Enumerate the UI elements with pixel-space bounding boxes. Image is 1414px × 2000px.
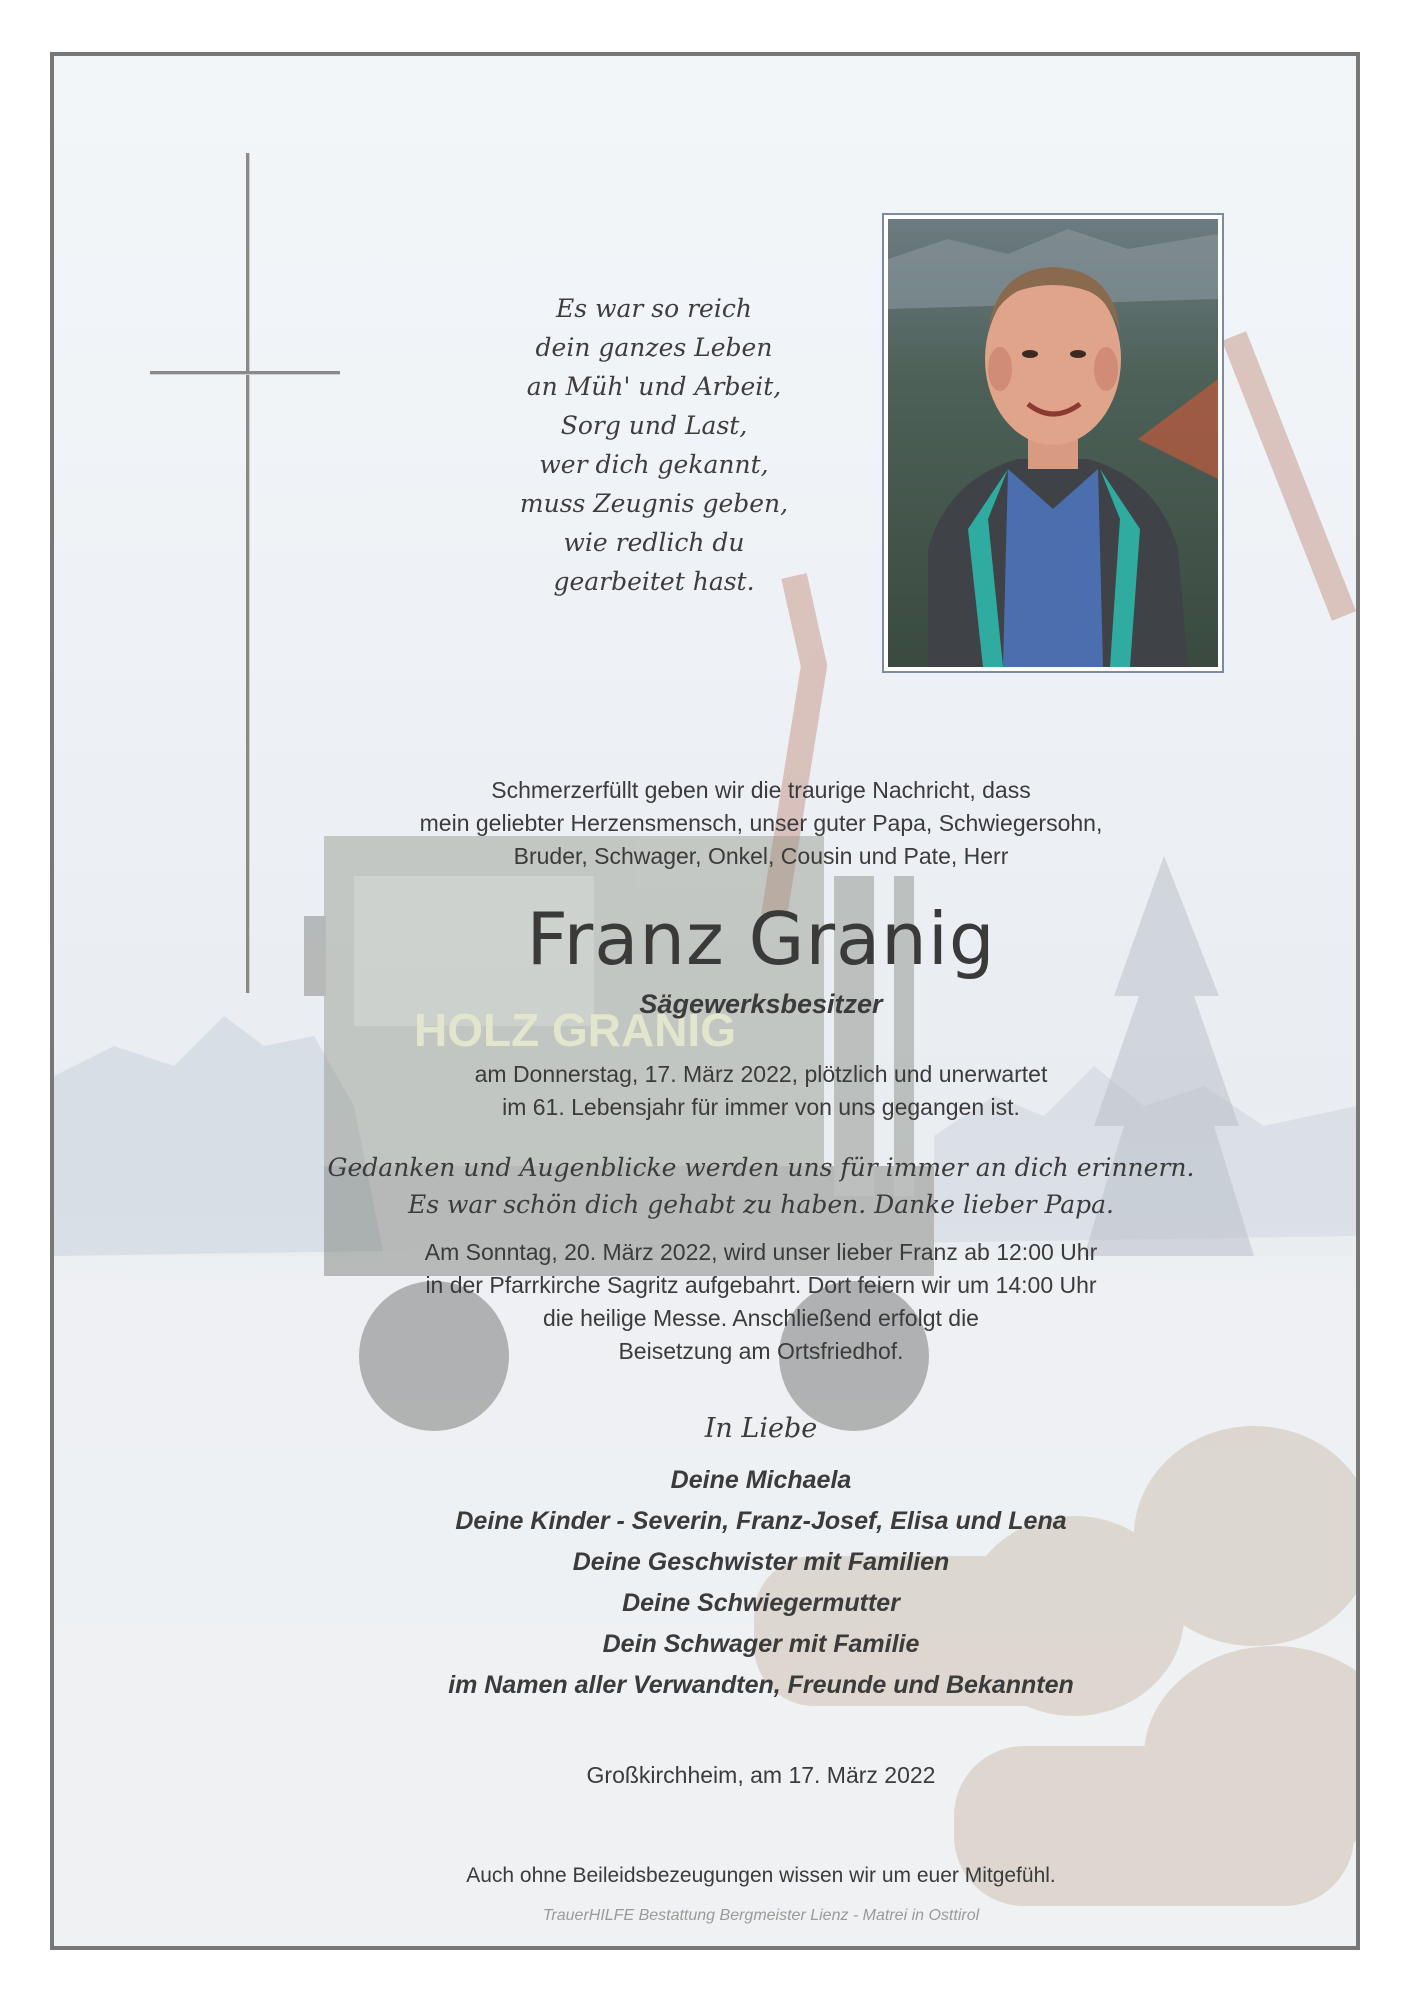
mourners-heading: In Liebe xyxy=(704,1413,818,1444)
remembrance-quote xyxy=(204,1149,1318,1223)
poem-line: gearbeitet hast. xyxy=(553,567,755,596)
poem-line: Sorg und Last, xyxy=(560,411,748,440)
mourner-line: Deine Michaela xyxy=(670,1466,852,1494)
poem-line: wie redlich du xyxy=(563,528,745,557)
portrait-image xyxy=(888,219,1218,667)
death-line: am Donnerstag, 17. März 2022, plötzlich und unerwartet xyxy=(474,1061,1048,1087)
quote-line: Es war schön dich gehabt zu haben. Danke lieber Papa. xyxy=(407,1190,1114,1219)
intro-line: mein geliebter Herzensmensch, unser guter Papa, Schwiegersohn, xyxy=(419,810,1103,836)
poem-line: Es war so reich xyxy=(556,294,752,323)
deceased-occupation: Sägewerksbesitzer xyxy=(639,989,883,1019)
funeral-line: die heilige Messe. Anschließend erfolgt die xyxy=(543,1305,979,1331)
portrait-photo xyxy=(882,213,1224,673)
poem-line: wer dich gekannt, xyxy=(539,450,769,479)
intro-line: Schmerzerfüllt geben wir die traurige Nachricht, dass xyxy=(491,777,1031,803)
quote-line: Gedanken und Augenblicke werden uns für immer an dich erinnern. xyxy=(327,1153,1195,1182)
announcement-intro xyxy=(204,774,1318,873)
poem xyxy=(434,289,874,601)
deceased-name: Franz Granig xyxy=(526,897,996,981)
mourner-line: Dein Schwager mit Familie xyxy=(602,1630,920,1658)
funeral-home-credit: TrauerHILFE Bestattung Bergmeister Lienz - Matrei in Osttirol xyxy=(542,1907,980,1924)
funeral-details xyxy=(204,1236,1318,1368)
poem-line: dein ganzes Leben xyxy=(535,333,773,362)
mourner-line: im Namen aller Verwandten, Freunde und Bekannten xyxy=(448,1671,1074,1699)
mourner-line: Deine Geschwister mit Familien xyxy=(572,1548,950,1576)
mourner-line: Deine Kinder - Severin, Franz-Josef, Elisa und Lena xyxy=(455,1507,1067,1535)
intro-line: Bruder, Schwager, Onkel, Cousin und Pate, Herr xyxy=(513,843,1009,869)
obituary-card xyxy=(50,52,1360,1950)
death-line: im 61. Lebensjahr für immer von uns gegangen ist. xyxy=(502,1094,1020,1120)
poem-line: an Müh' und Arbeit, xyxy=(526,372,782,401)
mourners-list xyxy=(204,1460,1318,1706)
mourner-line: Deine Schwiegermutter xyxy=(622,1589,900,1617)
closing-note: Auch ohne Beileidsbezeugungen wissen wir um euer Mitgefühl. xyxy=(466,1864,1056,1887)
death-notice xyxy=(204,1058,1318,1124)
cross-horizontal-bar xyxy=(150,371,340,374)
funeral-line: in der Pfarrkirche Sagritz aufgebahrt. Dort feiern wir um 14:00 Uhr xyxy=(425,1272,1097,1298)
funeral-line: Beisetzung am Ortsfriedhof. xyxy=(618,1338,904,1364)
truck-lettering: HOLZ GRANIG xyxy=(414,1004,736,1056)
poem-line: muss Zeugnis geben, xyxy=(519,489,789,518)
place-and-date: Großkirchheim, am 17. März 2022 xyxy=(586,1762,936,1788)
funeral-line: Am Sonntag, 20. März 2022, wird unser lieber Franz ab 12:00 Uhr xyxy=(424,1239,1098,1265)
